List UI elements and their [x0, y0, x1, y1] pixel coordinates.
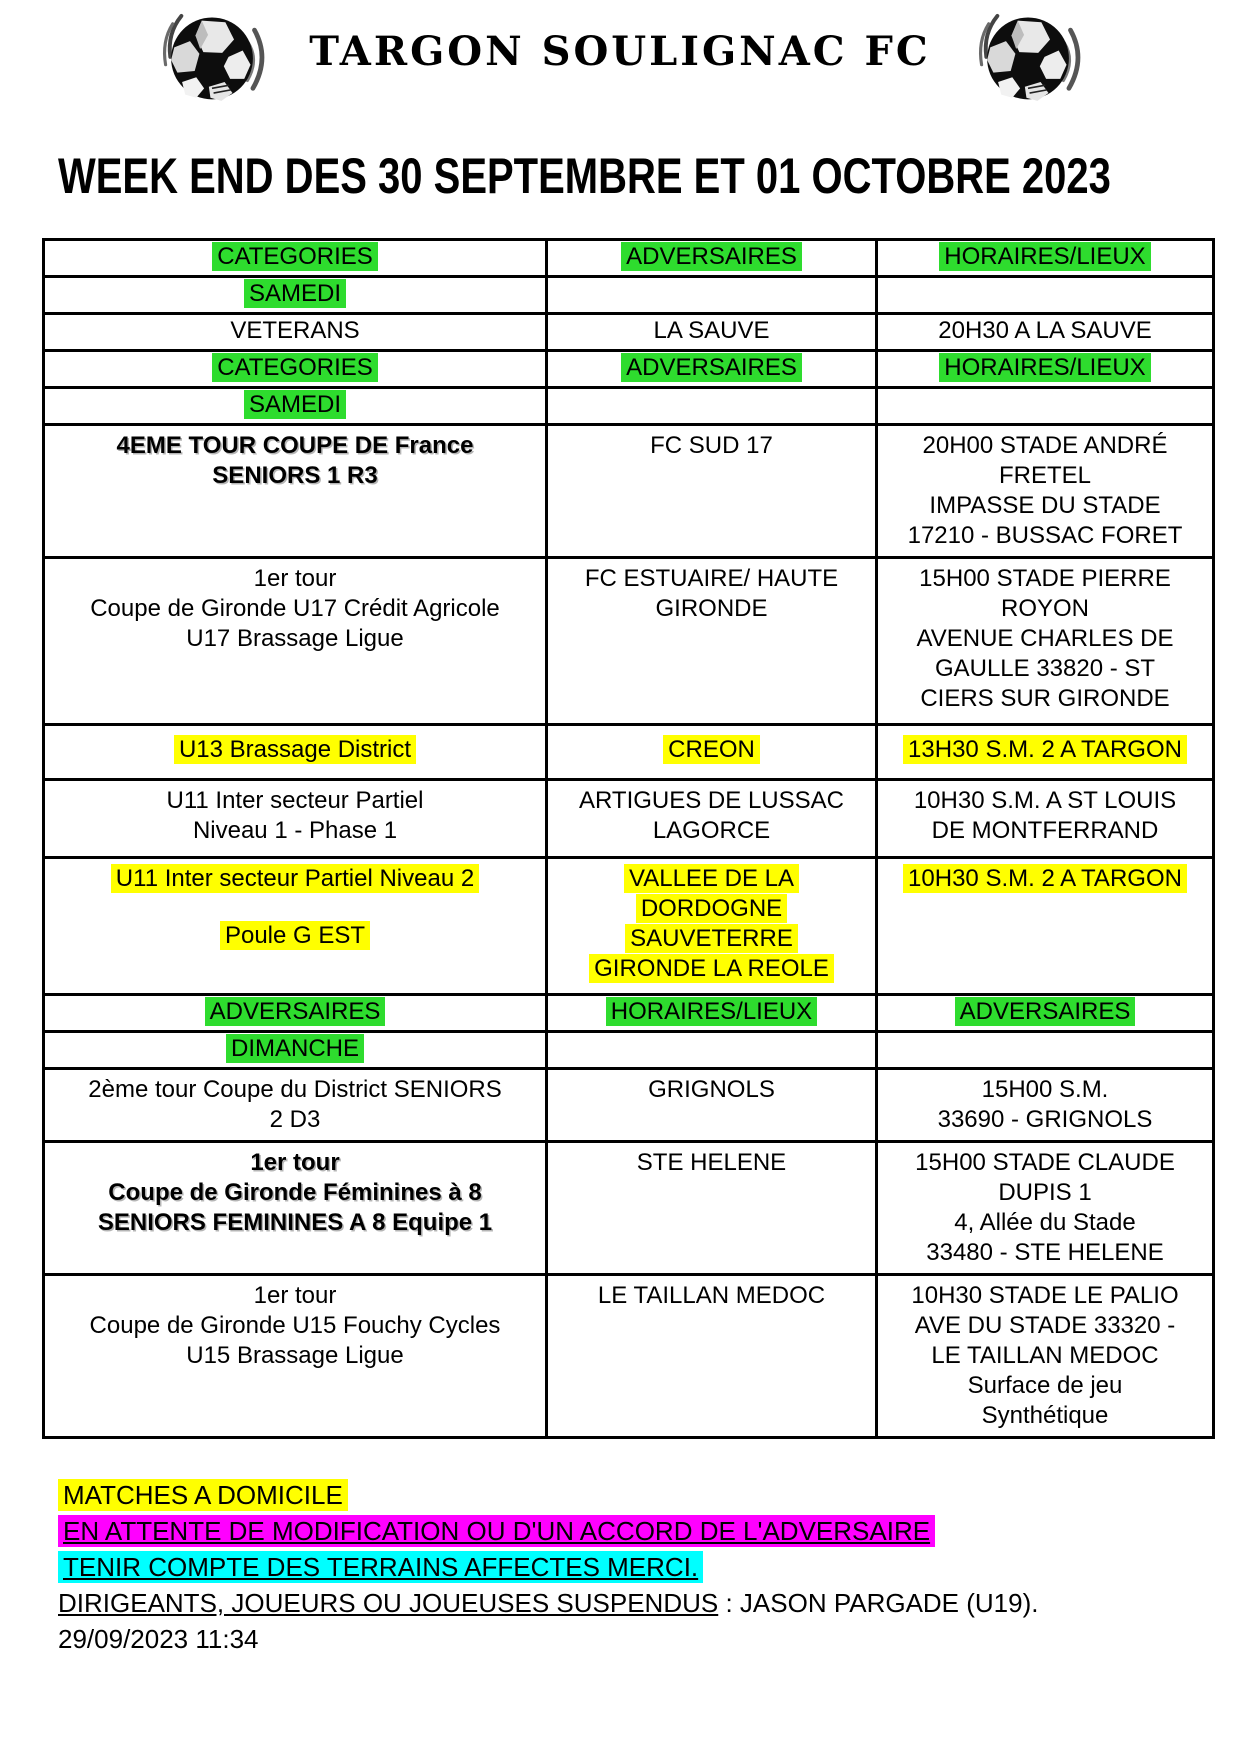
cell-text: DUPIS 1: [998, 1179, 1092, 1206]
match-row-u11-n1: [44, 780, 1214, 858]
match-row-u15-col3: [877, 1275, 1214, 1438]
suspended-label: DIRIGEANTS, JOUEURS OU JOUEUSES SUSPENDUS: [58, 1588, 719, 1618]
match-row-u11-n2-col1: [44, 858, 547, 995]
cell-text: 2 D3: [269, 1106, 321, 1133]
match-row-u17: [44, 558, 1214, 725]
cell-line: [884, 354, 1206, 384]
cell-line: [884, 1075, 1206, 1105]
cell-line: [51, 1105, 539, 1135]
note-terrains-affectes: TENIR COMPTE DES TERRAINS AFFECTES MERCI.: [58, 1551, 703, 1583]
day-row-samedi-col1: [44, 277, 547, 314]
cell-line: [51, 1311, 539, 1341]
cell-text: U11 Inter secteur Partiel Niveau 2: [111, 864, 479, 893]
day-row-dimanche-col1: [44, 1032, 547, 1069]
match-row-veterans: [44, 314, 1214, 351]
cell-line: [884, 735, 1206, 765]
cell-text: LE TAILLAN MEDOC: [597, 1282, 826, 1309]
day-row-dimanche-col2: [547, 1032, 877, 1069]
cell-line: [554, 594, 869, 624]
cell-text: FRETEL: [998, 462, 1091, 489]
cell-line: [884, 624, 1206, 654]
cell-text: CREON: [663, 735, 760, 764]
cell-text: Surface de jeu: [967, 1372, 1123, 1399]
cell-line: [554, 354, 869, 384]
cell-line: [51, 1281, 539, 1311]
cell-text: 4, Allée du Stade: [954, 1209, 1136, 1236]
cell-text: LAGORCE: [652, 817, 771, 844]
match-row-u17-col3: [877, 558, 1214, 725]
cell-text: VALLEE DE LA: [624, 864, 799, 893]
cell-line: [884, 654, 1206, 684]
header-row-saturday-2: [44, 351, 1214, 388]
cell-line: [51, 624, 539, 654]
cell-line: [554, 894, 869, 924]
cell-line: [554, 786, 869, 816]
footer-timestamp: 29/09/2023 11:34: [58, 1624, 259, 1654]
cell-text: 20H30 A LA SAUVE: [938, 317, 1152, 344]
match-row-u11-n2: [44, 858, 1214, 995]
cell-text: FC SUD 17: [650, 432, 773, 459]
header-row-saturday-col3: [877, 240, 1214, 277]
cell-text: GIRONDE: [655, 595, 768, 622]
cell-text: Coupe de Gironde U15 Fouchy Cycles: [89, 1312, 501, 1339]
cell-line: [554, 1281, 869, 1311]
schedule-table-body: [44, 240, 1214, 1438]
cell-line: [51, 1208, 539, 1238]
match-row-seniors2-col1: [44, 1069, 547, 1142]
cell-text: 15H00 STADE CLAUDE: [915, 1149, 1175, 1176]
day-row-samedi-col3: [877, 277, 1214, 314]
match-row-seniors1: [44, 425, 1214, 558]
cell-text: Synthétique: [981, 1402, 1109, 1429]
cell-text: 1er tour: [253, 565, 337, 592]
cell-text: ADVERSAIRES: [621, 242, 802, 271]
cell-text: Coupe de Gironde U17 Crédit Agricole: [90, 595, 500, 622]
cell-line: [51, 594, 539, 624]
cell-text: STE HELENE: [636, 1149, 787, 1176]
cell-text: 10H30 S.M. A ST LOUIS: [913, 787, 1177, 814]
match-row-feminines-col3: [877, 1142, 1214, 1275]
cell-text: U17 Brassage Ligue: [186, 625, 404, 652]
match-row-feminines: [44, 1142, 1214, 1275]
day-row-dimanche: [44, 1032, 1214, 1069]
header-row-saturday-2-col3: [877, 351, 1214, 388]
cell-line: [51, 243, 539, 273]
cell-line: [51, 1178, 539, 1208]
cell-text: U13 Brassage District: [174, 735, 416, 764]
cell-text: 1er tour: [250, 1149, 340, 1176]
match-row-u13-col1: [44, 725, 547, 780]
cell-text: HORAIRES/LIEUX: [939, 353, 1150, 382]
cell-line: [51, 280, 539, 310]
cell-line: [51, 354, 539, 384]
cell-line: [51, 864, 539, 894]
cell-text: LE TAILLAN MEDOC: [931, 1342, 1159, 1369]
cell-text: U11 Inter secteur Partiel: [166, 787, 424, 814]
cell-line: [51, 735, 539, 765]
cell-text: ADVERSAIRES: [955, 997, 1136, 1026]
cell-line: [554, 1148, 869, 1178]
cell-line: [51, 461, 539, 491]
cell-text: AVE DU STADE 33320 -: [914, 1312, 1176, 1339]
cell-line: [554, 1075, 869, 1105]
cell-line: [51, 391, 539, 421]
cell-text: HORAIRES/LIEUX: [606, 997, 817, 1026]
cell-line: [884, 521, 1206, 551]
cell-line: [884, 1281, 1206, 1311]
cell-text: 13H30 S.M. 2 A TARGON: [903, 735, 1187, 764]
cell-text: SAMEDI: [244, 390, 346, 419]
cell-line: [51, 1075, 539, 1105]
match-row-veterans-col1: [44, 314, 547, 351]
cell-text: DORDOGNE: [636, 894, 787, 923]
cell-text: SAMEDI: [244, 279, 346, 308]
cell-text: GAULLE 33820 - ST: [934, 655, 1156, 682]
footer-line-terrains: [58, 1549, 1240, 1585]
cell-text: ADVERSAIRES: [205, 997, 386, 1026]
cell-text: LA SAUVE: [653, 317, 770, 344]
cell-text: AVENUE CHARLES DE: [916, 625, 1174, 652]
match-row-veterans-col3: [877, 314, 1214, 351]
cell-text: 10H30 STADE LE PALIO: [911, 1282, 1179, 1309]
cell-text: GIRONDE LA REOLE: [589, 954, 834, 983]
cell-line: [554, 924, 869, 954]
cell-text: Poule G EST: [220, 921, 370, 950]
header-row-sunday-col3: [877, 995, 1214, 1032]
cell-line: [884, 1401, 1206, 1431]
cell-text: 15H00 S.M.: [981, 1076, 1109, 1103]
cell-line: [51, 1341, 539, 1371]
cell-text: CIERS SUR GIRONDE: [920, 685, 1170, 712]
cell-text: CATEGORIES: [212, 242, 378, 271]
day-row-dimanche-col3: [877, 1032, 1214, 1069]
header-row-saturday: [44, 240, 1214, 277]
cell-line: [51, 1035, 539, 1065]
note-en-attente: EN ATTENTE DE MODIFICATION OU D'UN ACCORD DE L'ADVERSAIRE: [58, 1515, 935, 1547]
cell-text: GRIGNOLS: [648, 1076, 775, 1103]
footer-line-awaiting-modification: [58, 1513, 1240, 1549]
header-row-saturday-2-col2: [547, 351, 877, 388]
cell-line: [554, 317, 869, 347]
cell-line: [51, 564, 539, 594]
cell-text: ADVERSAIRES: [621, 353, 802, 382]
match-row-u11-n1-col3: [877, 780, 1214, 858]
cell-line: [884, 491, 1206, 521]
header-row-sunday: [44, 995, 1214, 1032]
match-row-u15-col1: [44, 1275, 547, 1438]
cell-line: [884, 1341, 1206, 1371]
header-row-saturday-col1: [44, 240, 547, 277]
cell-line: [884, 564, 1206, 594]
cell-line: [51, 431, 539, 461]
cell-line: [884, 1238, 1206, 1268]
cell-line: [554, 431, 869, 461]
soccer-ball-icon: [969, 4, 1087, 116]
cell-line: [51, 1148, 539, 1178]
soccer-ball-icon: [153, 4, 271, 116]
match-row-u17-col1: [44, 558, 547, 725]
header-row-saturday-col2: [547, 240, 877, 277]
match-row-feminines-col2: [547, 1142, 877, 1275]
schedule-table: [42, 238, 1215, 1439]
header-row-sunday-col2: [547, 995, 877, 1032]
cell-line: [554, 735, 869, 765]
match-row-u11-n2-col2: [547, 858, 877, 995]
cell-text: VETERANS: [230, 317, 360, 344]
footer-line-suspended: [58, 1585, 1240, 1621]
day-row-samedi: [44, 277, 1214, 314]
note-matches-domicile: MATCHES A DOMICILE: [58, 1479, 348, 1511]
cell-text: ARTIGUES DE LUSSAC: [579, 787, 844, 814]
cell-text: Niveau 1 - Phase 1: [192, 817, 398, 844]
cell-line: [884, 317, 1206, 347]
cell-text: 33480 - STE HELENE: [926, 1239, 1164, 1266]
page-title: WEEK END DES 30 SEPTEMBRE ET 01 OCTOBRE 2023: [58, 148, 1111, 204]
page-header: [0, 0, 1240, 124]
cell-line: [884, 1105, 1206, 1135]
day-row-samedi-2-col2: [547, 388, 877, 425]
cell-line: [554, 564, 869, 594]
cell-line: [554, 954, 869, 984]
cell-text: HORAIRES/LIEUX: [939, 242, 1150, 271]
cell-line: [884, 1148, 1206, 1178]
match-row-u15: [44, 1275, 1214, 1438]
match-row-seniors2: [44, 1069, 1214, 1142]
cell-text: 2ème tour Coupe du District SENIORS: [88, 1076, 502, 1103]
match-row-u17-col2: [547, 558, 877, 725]
cell-text: FC ESTUAIRE/ HAUTE: [584, 565, 839, 592]
cell-line: [884, 243, 1206, 273]
cell-line: [51, 998, 539, 1028]
cell-line: [884, 1178, 1206, 1208]
match-row-seniors1-col2: [547, 425, 877, 558]
match-row-seniors1-col3: [877, 425, 1214, 558]
cell-text: SENIORS 1 R3: [212, 462, 378, 489]
match-row-u13: [44, 725, 1214, 780]
cell-text: 10H30 S.M. 2 A TARGON: [903, 864, 1187, 893]
cell-line: [554, 864, 869, 894]
cell-text: U15 Brassage Ligue: [186, 1342, 404, 1369]
cell-text: 4EME TOUR COUPE DE France: [116, 432, 474, 459]
cell-line: [51, 921, 539, 951]
cell-text: ROYON: [1000, 595, 1089, 622]
match-row-u15-col2: [547, 1275, 877, 1438]
match-row-u11-n1-col2: [547, 780, 877, 858]
suspended-value: : JASON PARGADE (U19).: [718, 1588, 1039, 1618]
day-row-samedi-2: [44, 388, 1214, 425]
cell-line: [884, 594, 1206, 624]
header-row-sunday-col1: [44, 995, 547, 1032]
cell-text: CATEGORIES: [212, 353, 378, 382]
cell-line: [884, 461, 1206, 491]
cell-text: 15H00 STADE PIERRE: [919, 565, 1171, 592]
cell-line: [884, 998, 1206, 1028]
cell-text: SENIORS FEMININES A 8 Equipe 1: [97, 1209, 493, 1236]
club-name: TARGON SOULIGNAC FC: [309, 28, 931, 75]
cell-line: [51, 786, 539, 816]
cell-line: [884, 1208, 1206, 1238]
cell-line: [884, 1371, 1206, 1401]
footer-line-home-matches: [58, 1477, 1240, 1513]
cell-line: [554, 816, 869, 846]
cell-text: DE MONTFERRAND: [931, 817, 1159, 844]
cell-line: [51, 816, 539, 846]
day-row-samedi-col2: [547, 277, 877, 314]
match-row-veterans-col2: [547, 314, 877, 351]
match-row-seniors2-col2: [547, 1069, 877, 1142]
match-row-feminines-col1: [44, 1142, 547, 1275]
match-row-seniors2-col3: [877, 1069, 1214, 1142]
cell-text: Coupe de Gironde Féminines à 8: [108, 1179, 482, 1206]
cell-line: [884, 786, 1206, 816]
match-row-u11-n2-col3: [877, 858, 1214, 995]
match-row-u13-col3: [877, 725, 1214, 780]
cell-line: [884, 1311, 1206, 1341]
cell-text: 20H00 STADE ANDRÉ: [922, 432, 1168, 459]
cell-text: DIMANCHE: [226, 1034, 364, 1063]
cell-line: [884, 431, 1206, 461]
cell-line: [554, 243, 869, 273]
day-row-samedi-2-col1: [44, 388, 547, 425]
match-row-u13-col2: [547, 725, 877, 780]
day-row-samedi-2-col3: [877, 388, 1214, 425]
cell-text: 1er tour: [253, 1282, 337, 1309]
cell-text: IMPASSE DU STADE: [929, 492, 1161, 519]
cell-text: 33690 - GRIGNOLS: [937, 1106, 1153, 1133]
cell-line: [884, 864, 1206, 894]
cell-text: SAUVETERRE: [625, 924, 798, 953]
cell-line: [884, 684, 1206, 714]
header-row-saturday-2-col1: [44, 351, 547, 388]
match-row-seniors1-col1: [44, 425, 547, 558]
footer-notes: [58, 1477, 1240, 1657]
cell-line: [51, 317, 539, 347]
cell-line: [554, 998, 869, 1028]
match-row-u11-n1-col1: [44, 780, 547, 858]
cell-line: [884, 816, 1206, 846]
cell-text: 17210 - BUSSAC FORET: [907, 522, 1183, 549]
